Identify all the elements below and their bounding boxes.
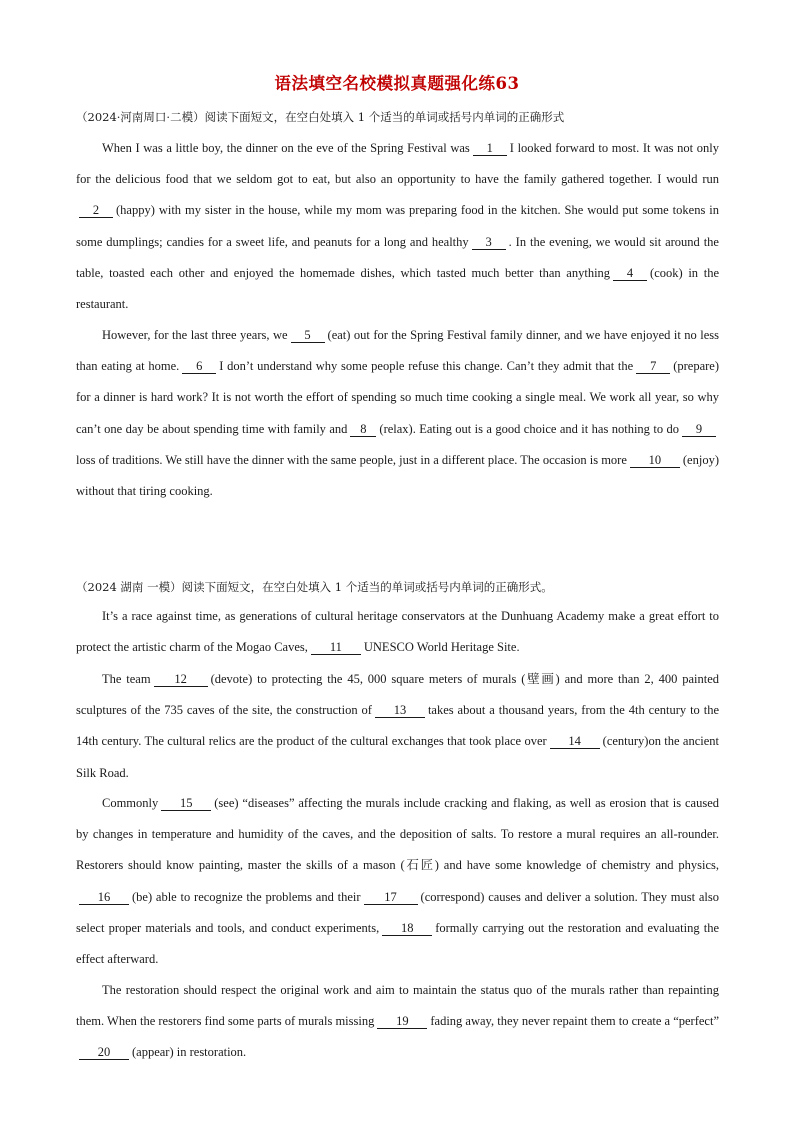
blank-13: 13 [375, 703, 425, 718]
page-title: 语法填空名校模拟真题强化练63 [274, 74, 520, 93]
blank-10: 10 [630, 453, 680, 468]
blank-5: 5 [291, 328, 325, 343]
blank-7: 7 [636, 359, 670, 374]
section1-instruction: （2024·河南周口·二模）阅读下面短文，在空白处填入 1 个适当的单词或括号内单词的正确形式 [76, 110, 565, 124]
blank-6: 6 [182, 359, 216, 374]
paragraph-2: However, for the last three years, we 5 (eat) out for the Spring Festival family dinner, and we have enjoyed it no less than eating at home. 6 I don’t understand why some people refuse this change. Can’t they admit that the 7 (prepare) for a dinner is hard work? It is not worth the effort of spending so much time cooking a single meal. We work all year, so why can’t one day be about spending time with family and 8 (relax). Eating out is a good choice and it has nothing to do 9loss of traditions. We still have the dinner with the same people, just in a different place. The occasion is more 10 (enjoy) without that tiring cooking. [76, 328, 719, 499]
blank-3: 3 [472, 235, 506, 250]
blank-1: 1 [473, 141, 507, 156]
blank-20: 20 [79, 1045, 129, 1060]
blank-8: 8 [350, 422, 376, 437]
blank-17: 17 [364, 890, 418, 905]
blank-9: 9 [682, 422, 716, 437]
blank-19: 19 [377, 1014, 427, 1029]
blank-2: 2 [79, 203, 113, 218]
paragraph-5: Commonly 15 (see) “diseases” affecting the murals include cracking and flaking, as well as erosion that is caused by changes in temperature and humidity of the caves, and the deposition of salts. To restore a mural requires an all-rounder. Restorers should know painting, master the skills of a mason (石匠) and have some knowledge of chemistry and physics,16 (be) able to recognize the problems and their 17 (correspond) causes and deliver a solution. They must also select proper materials and tools, and conduct experiments, 18 formally carrying out the restoration and evaluating the effect afterward. [76, 796, 719, 967]
section2-instruction: （2024 湖南 一模）阅读下面短文，在空白处填入 1 个适当的单词或括号内单词的正确形式。 [76, 580, 553, 594]
paragraph-4: The team 12 (devote) to protecting the 45, 000 square meters of murals (壁画) and more than 2, 400 painted sculptures of the 735 caves of the site, the construction of 13 takes about a thousand years, from the 4th century to the 14th century. The cultural relics are the product of the cultural exchanges that took place over 14 (century)on the ancient Silk Road. [76, 672, 720, 780]
blank-4: 4 [613, 266, 647, 281]
blank-15: 15 [161, 796, 211, 811]
paragraph-3: It’s a race against time, as generations of cultural heritage conservators at the Dunhuang Academy make a great effort to protect the artistic charm of the Mogao Caves, 11 UNESCO World Heritage Site. [76, 609, 719, 655]
blank-18: 18 [382, 921, 432, 936]
blank-14: 14 [550, 734, 600, 749]
paragraph-6: The restoration should respect the original work and aim to maintain the status quo of the murals rather than repainting them. When the restorers find some parts of murals missing 19 fading away, they never repaint them to create a “perfect”20 (appear) in restoration. [76, 983, 719, 1060]
blank-12: 12 [154, 672, 208, 687]
blank-16: 16 [79, 890, 129, 905]
blank-11: 11 [311, 640, 361, 655]
paragraph-1: When I was a little boy, the dinner on the eve of the Spring Festival was 1 I looked forward to most. It was not only for the delicious food that we seldom got to eat, but also an opportunity to have the family gathered together. I would run2 (happy) with my sister in the house, while my mom was preparing food in the kitchen. She would put some tokens in some dumplings; candies for a sweet life, and peanuts for a long and healthy 3 . In the evening, we would sit around the table, toasted each other and enjoyed the homemade dishes, which tasted much better than anything 4 (cook) in the restaurant. [76, 141, 719, 312]
